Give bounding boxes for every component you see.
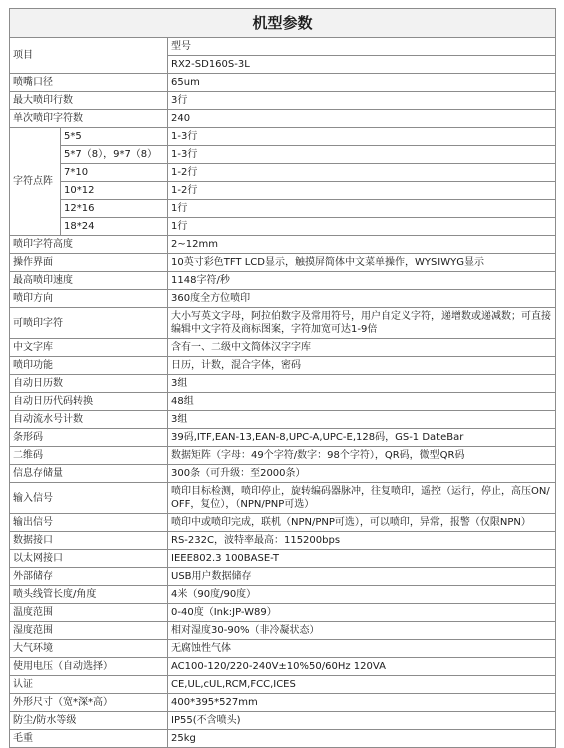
spec-value: 25kg xyxy=(168,730,556,748)
table-row xyxy=(10,92,556,110)
spec-label: 二维码 xyxy=(10,447,168,465)
matrix-lines: 1-2行 xyxy=(168,164,556,182)
table-row xyxy=(10,290,556,308)
spec-value: 10英寸彩色TFT LCD显示，触摸屏简体中文菜单操作，WYSIWYG显示 xyxy=(168,254,556,272)
spec-value: 39码,ITF,EAN-13,EAN-8,UPC-A,UPC-E,128码，GS-1 DateBar xyxy=(168,429,556,447)
spec-table xyxy=(9,8,556,748)
spec-label: 喷印方向 xyxy=(10,290,168,308)
spec-label: 输入信号 xyxy=(10,483,168,514)
table-row xyxy=(10,236,556,254)
spec-label: 外部储存 xyxy=(10,568,168,586)
table-row xyxy=(10,730,556,748)
spec-value: 400*395*527mm xyxy=(168,694,556,712)
char-matrix-label: 字符点阵 xyxy=(10,128,61,236)
spec-value: 大小写英文字母，阿拉伯数字及常用符号，用户自定义字符，递增数或递减数；可直接编辑中文字符及商标图案，字符加宽可达1-9倍 xyxy=(168,308,556,339)
spec-value: 3组 xyxy=(168,411,556,429)
spec-value: 相对湿度30-90%（非冷凝状态） xyxy=(168,622,556,640)
spec-label: 大气环境 xyxy=(10,640,168,658)
table-row xyxy=(10,483,556,514)
table-row xyxy=(10,339,556,357)
table-row xyxy=(10,375,556,393)
table-row xyxy=(10,622,556,640)
spec-value: 65um xyxy=(168,74,556,92)
table-row xyxy=(10,393,556,411)
char-matrix-row xyxy=(10,146,556,164)
table-row xyxy=(10,254,556,272)
spec-value: IP55(不含喷头) xyxy=(168,712,556,730)
matrix-lines: 1-2行 xyxy=(168,182,556,200)
table-row xyxy=(10,465,556,483)
table-row xyxy=(10,586,556,604)
spec-label: 喷头线管长度/角度 xyxy=(10,586,168,604)
table-row xyxy=(10,411,556,429)
matrix-size: 12*16 xyxy=(61,200,168,218)
spec-value: 0-40度（Ink:JP-W89） xyxy=(168,604,556,622)
spec-label: 温度范围 xyxy=(10,604,168,622)
spec-label: 信息存储量 xyxy=(10,465,168,483)
spec-label: 喷印字符高度 xyxy=(10,236,168,254)
spec-label: 中文字库 xyxy=(10,339,168,357)
matrix-size: 7*10 xyxy=(61,164,168,182)
spec-label: 湿度范围 xyxy=(10,622,168,640)
table-row xyxy=(10,447,556,465)
table-row xyxy=(10,357,556,375)
spec-value: 数据矩阵（字母：49个字符/数字：98个字符），QR码，微型QR码 xyxy=(168,447,556,465)
spec-label: 喷印功能 xyxy=(10,357,168,375)
table-row xyxy=(10,532,556,550)
spec-label: 喷嘴口径 xyxy=(10,74,168,92)
spec-value: 含有一、二级中文简体汉字字库 xyxy=(168,339,556,357)
spec-value: 3组 xyxy=(168,375,556,393)
spec-value: 无腐蚀性气体 xyxy=(168,640,556,658)
table-row xyxy=(10,550,556,568)
char-matrix-row xyxy=(10,218,556,236)
spec-value: 日历，计数，混合字体，密码 xyxy=(168,357,556,375)
matrix-lines: 1行 xyxy=(168,218,556,236)
spec-label: 输出信号 xyxy=(10,514,168,532)
header-row xyxy=(10,38,556,56)
spec-label: 自动日历数 xyxy=(10,375,168,393)
spec-label: 使用电压（自动选择） xyxy=(10,658,168,676)
table-row xyxy=(10,110,556,128)
model-value: RX2-SD160S-3L xyxy=(168,56,556,74)
table-row xyxy=(10,658,556,676)
spec-label: 可喷印字符 xyxy=(10,308,168,339)
spec-value: AC100-120/220-240V±10%50/60Hz 120VA xyxy=(168,658,556,676)
spec-value: 48组 xyxy=(168,393,556,411)
matrix-size: 18*24 xyxy=(61,218,168,236)
spec-value: 240 xyxy=(168,110,556,128)
matrix-lines: 1-3行 xyxy=(168,146,556,164)
spec-label: 外形尺寸（宽*深*高） xyxy=(10,694,168,712)
spec-value: 4米（90度/90度） xyxy=(168,586,556,604)
spec-label: 自动日历代码转换 xyxy=(10,393,168,411)
char-matrix-row xyxy=(10,164,556,182)
char-matrix-row xyxy=(10,182,556,200)
spec-label: 认证 xyxy=(10,676,168,694)
spec-label: 最高喷印速度 xyxy=(10,272,168,290)
spec-value: 300条（可升级：至2000条） xyxy=(168,465,556,483)
spec-label: 自动流水号计数 xyxy=(10,411,168,429)
spec-sheet xyxy=(9,8,555,748)
spec-label: 最大喷印行数 xyxy=(10,92,168,110)
char-matrix-row xyxy=(10,200,556,218)
spec-value: 喷印中或喷印完成，联机（NPN/PNP可选），可以喷印，异常，报警（仅限NPN） xyxy=(168,514,556,532)
spec-value: 360度全方位喷印 xyxy=(168,290,556,308)
table-row xyxy=(10,694,556,712)
item-header: 项目 xyxy=(10,38,168,74)
spec-label: 操作界面 xyxy=(10,254,168,272)
table-title: 机型参数 xyxy=(10,9,556,38)
matrix-lines: 1行 xyxy=(168,200,556,218)
spec-value: CE,UL,cUL,RCM,FCC,ICES xyxy=(168,676,556,694)
matrix-lines: 1-3行 xyxy=(168,128,556,146)
spec-value: 2~12mm xyxy=(168,236,556,254)
spec-label: 毛重 xyxy=(10,730,168,748)
table-row xyxy=(10,514,556,532)
spec-label: 防尘/防水等级 xyxy=(10,712,168,730)
spec-value: 3行 xyxy=(168,92,556,110)
spec-value: RS-232C，波特率最高：115200bps xyxy=(168,532,556,550)
matrix-size: 5*7（8），9*7（8） xyxy=(61,146,168,164)
table-row xyxy=(10,676,556,694)
matrix-size: 5*5 xyxy=(61,128,168,146)
spec-label: 单次喷印字符数 xyxy=(10,110,168,128)
char-matrix-row xyxy=(10,128,556,146)
table-row xyxy=(10,429,556,447)
table-row xyxy=(10,568,556,586)
spec-value: 1148字符/秒 xyxy=(168,272,556,290)
spec-value: USB用户数据储存 xyxy=(168,568,556,586)
spec-label: 以太网接口 xyxy=(10,550,168,568)
matrix-size: 10*12 xyxy=(61,182,168,200)
spec-value: 喷印目标检测，喷印停止，旋转编码器脉冲，往复喷印，遥控（运行，停止，高压ON/OFF，复位），（NPN/PNP可选） xyxy=(168,483,556,514)
spec-label: 条形码 xyxy=(10,429,168,447)
table-row xyxy=(10,604,556,622)
spec-value: IEEE802.3 100BASE-T xyxy=(168,550,556,568)
table-row xyxy=(10,272,556,290)
table-row xyxy=(10,74,556,92)
spec-label: 数据接口 xyxy=(10,532,168,550)
model-header: 型号 xyxy=(168,38,556,56)
table-row xyxy=(10,640,556,658)
title-row xyxy=(10,9,556,38)
table-row xyxy=(10,308,556,339)
table-row xyxy=(10,712,556,730)
